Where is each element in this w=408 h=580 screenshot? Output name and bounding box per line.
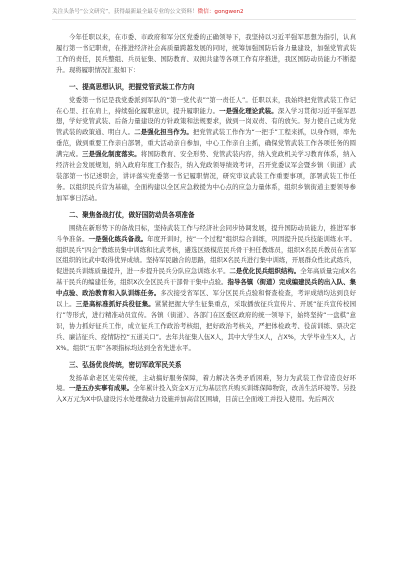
banner-promo-text: 关注头条号“公文研究”，获得最新最全最专业的公文资料！ xyxy=(52,9,198,15)
paragraph-text: 多次接受省军区、军分区民兵点验和督查检查，考评成绩均达到良好以上。 xyxy=(56,289,356,309)
paragraph-text: 深入学习贯彻习近平强军思想，学好党管武装、后备力量建设的方针政策和法规要求，做到一岗双责、有的放矢。努力使自己成为党管武装的政策通、明白人。 xyxy=(56,106,357,137)
top-banner xyxy=(52,6,356,20)
section-paragraph xyxy=(56,223,356,354)
bold-lead-phrase: 指导各镇（街道）完成编建民兵的出入队、集中点验、政治教育和入队训练任务。 xyxy=(56,278,357,298)
bold-lead-phrase: 一是强化理论武装。 xyxy=(219,106,278,115)
banner-wechat-text: 微信：gongwen2 xyxy=(197,9,244,15)
paragraph-text: 党委第一书记是我党委派到军队的“第一党代表”“第一责任人”。任职以来，我始终把党管武装工作记在心里、扛在肩上，持续强化履职意识，提升履职能力。 xyxy=(56,95,356,115)
sections-container xyxy=(56,82,356,406)
bold-lead-phrase: 一是强化练兵备战。 xyxy=(88,234,148,243)
paragraph-text: 年度开训时，按“一个过程”组织综合训练，巩固提升民兵技能训练水平。组织民兵“四会”教练员集中训练和比武考核，遴选区级模范民兵骨干担任教练员，组织X名民兵教员在省军区组织的比武中取得优异成绩。坚持军民融合的思路，组织X名民兵进行集中训练，开展群众性比武练兵，促进民兵训练质量提升，进一步提升民兵分队应急训练水平。 xyxy=(56,234,357,276)
section-heading: 二、聚焦备战打仗，做好国防动员各项准备 xyxy=(69,210,195,219)
section-paragraph xyxy=(56,95,356,204)
paragraph-text: 发扬革命老区光荣传统，主动搞好服务保障，着力解决各类矛盾困难，努力为武装工作营造良好环境。 xyxy=(56,373,356,393)
intro-paragraph: 今年任职以来，在市委、市政府和军分区党委的正确领导下，我坚持以习近平强军思想为指引，认真履行第一书记职责，在推进经济社会高质量跨越发展的同时，统筹加强国防后备力量建设，加强党管武装工作的责任，民兵整组、兵员征集、国防教育、双拥共建等各项工作有序推进，我区国防动员能力不断提升。现将履职情况汇报如下： xyxy=(56,33,356,74)
section-heading: 一、提高思想认识，把握党管武装工作方向 xyxy=(69,82,195,91)
bold-lead-phrase: 三是强化制度落实。 xyxy=(82,150,141,159)
bold-lead-phrase: 一是五办实事有成果。 xyxy=(68,384,134,393)
bold-lead-phrase: 二是优化民兵组织结构。 xyxy=(229,267,301,276)
paragraph-text: 全年累计投入资金X万元为基层官兵购买训练保障物资，改善生活环境等。另投入X万元为X中队建设污水处理微动力设施并加高营区围墙，目前已全面竣工并投入使用。先后两次 xyxy=(56,384,357,404)
paragraph-text: 将国防教育、安全形势、党管武装内容，纳入党政机关学习教育体系，纳入经济社会发展规划，纳入政府年度工作报告，纳入党政领导绩效考评，召开党委议军会暨乡镇（街道）武装部第一书记述职会，讲评落实党委第一书记履职情况，研究审议武装工作重要事项，部署武装工作任务。以组织民兵营为基础，全面构建以全区应急救援为中心点的应急力量体系，组织乡镇街道主要领导参加军事日活动。 xyxy=(56,150,356,202)
bold-lead-phrase: 二是强化担当作为。 xyxy=(134,128,193,137)
paragraph-text: 全年高质量完成X名基干民兵的编建任务，组织X次全区民兵干部骨干集中点验。 xyxy=(56,267,356,287)
document-body xyxy=(56,32,356,405)
paragraph-text: 紧紧把握大学生征集重点，采取播放征兵宣传片、开展“征兵宣传校园行”等形式，进行精准动员宣传。各镇（街道）、各部门在区委区政府的统一领导下，始终坚持“一盘棋”意识，协力抓好征兵工作，成立征兵工作政治考核组，把好政治考核关，严把体检政考、役前训练、票决定兵、廉洁征兵、疫情防控“五道关口”。去年共征集人伍X人，其中大学生X人，占X%，大学毕业生X人，占X%。组织“五率”各项指标均达到全省先进水平。 xyxy=(56,300,356,352)
bold-lead-phrase: 三是高标准抓好兵役征集。 xyxy=(75,300,155,309)
paragraph-text: 围绕在新形势下的备战目标，坚持武装工作与经济社会同步协调发展，提升国防动员能力，推进军事斗争准备。 xyxy=(56,223,356,243)
section-heading: 三、弘扬优良传统，密切军政军民关系 xyxy=(69,360,182,369)
paragraph-text: 把党管武装工作作为“一把手”工程来抓，以身作则，率先垂范，做到重要工作亲自部署，重大活动亲自参加，中心工作亲自主抓，确保党管武装工作各项任务的圆满完成。 xyxy=(56,128,357,159)
section-paragraph xyxy=(56,373,356,406)
